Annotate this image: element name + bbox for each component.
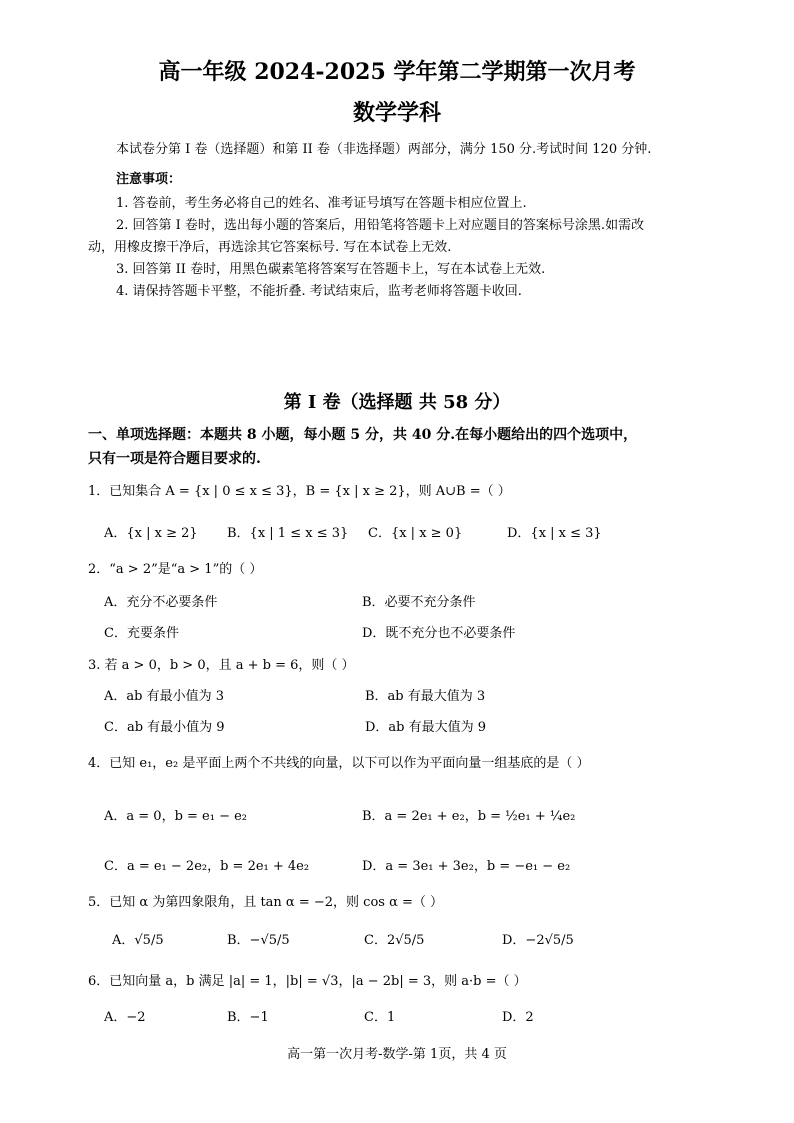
question-5-stem: 5．已知 α 为第四象限角，且 tan α = −2，则 cos α =（ ） xyxy=(88,895,444,910)
question-5-option-a: A．√5/5 xyxy=(112,933,164,948)
question-1-option-d: D．{x | x ≤ 3} xyxy=(507,526,602,541)
notice-item-2: 2. 回答第 I 卷时，选出每小题的答案后，用铅笔将答题卡上对应题目的答案标号涂黑.如需改 xyxy=(116,218,645,233)
question-4-option-d: D．a = 3e₁ + 3e₂，b = −e₁ − e₂ xyxy=(362,859,571,874)
page-footer: 高一第一次月考-数学-第 1页，共 4 页 xyxy=(287,1047,507,1062)
question-6-stem: 6．已知向量 a，b 满足 |a| = 1，|b| = √3，|a − 2b| = 3，则 a·b =（ ） xyxy=(88,974,527,989)
question-6-option-b: B．−1 xyxy=(227,1010,269,1025)
question-3-option-b: B．ab 有最大值为 3 xyxy=(365,689,486,704)
question-3-option-a: A．ab 有最小值为 3 xyxy=(104,689,224,704)
question-1-option-b: B．{x | 1 ≤ x ≤ 3} xyxy=(227,526,349,541)
section-title: 第 I 卷（选择题 共 58 分） xyxy=(283,392,511,413)
question-2-option-a: A．充分不必要条件 xyxy=(104,595,218,610)
notice-item-3: 3. 回答第 II 卷时，用黑色碳素笔将答案写在答题卡上，写在本试卷上无效. xyxy=(116,262,546,277)
question-2-option-d: D．既不充分也不必要条件 xyxy=(362,626,516,641)
notice-item-1: 1. 答卷前，考生务必将自己的姓名、准考证号填写在答题卡相应位置上. xyxy=(116,196,527,211)
question-4-stem: 4．已知 e₁，e₂ 是平面上两个不共线的向量，以下可以作为平面向量一组基底的是（ ） xyxy=(88,756,590,771)
question-1-option-c: C．{x | x ≥ 0} xyxy=(368,526,463,541)
subject-title: 数学学科 xyxy=(352,100,441,126)
question-2-option-b: B．必要不充分条件 xyxy=(362,595,476,610)
exam-intro: 本试卷分第 I 卷（选择题）和第 II 卷（非选择题）两部分，满分 150 分.考试时间 120 分钟. xyxy=(116,142,652,157)
question-2-option-c: C．充要条件 xyxy=(104,626,179,641)
question-4-option-b: B．a = 2e₁ + e₂，b = ½e₁ + ¼e₂ xyxy=(362,809,576,824)
question-6-option-c: C．1 xyxy=(364,1010,396,1025)
notice-heading: 注意事项： xyxy=(116,172,182,187)
exam-title: 高一年级 2024-2025 学年第二学期第一次月考 xyxy=(158,59,636,85)
section-instruction-1: 一、单项选择题：本题共 8 小题，每小题 5 分，共 40 分.在每小题给出的四个选项中， xyxy=(88,427,638,443)
notice-item-2-cont: 动，用橡皮擦干净后，再选涂其它答案标号. 写在本试卷上无效. xyxy=(88,240,452,255)
question-2-stem: 2．“a > 2”是“a > 1”的（ ） xyxy=(88,562,263,577)
question-6-option-a: A．−2 xyxy=(104,1010,146,1025)
question-3-stem: 3. 若 a > 0，b > 0，且 a + b = 6，则（ ） xyxy=(88,658,355,673)
question-1-option-a: A．{x | x ≥ 2} xyxy=(104,526,198,541)
question-5-option-d: D．−2√5/5 xyxy=(502,933,574,948)
question-5-option-b: B．−√5/5 xyxy=(227,933,290,948)
question-3-option-c: C．ab 有最小值为 9 xyxy=(104,720,225,735)
notice-item-4: 4. 请保持答题卡平整，不能折叠. 考试结束后，监考老师将答题卡收回. xyxy=(116,284,522,299)
question-3-option-d: D．ab 有最大值为 9 xyxy=(365,720,487,735)
question-4-option-c: C．a = e₁ − 2e₂，b = 2e₁ + 4e₂ xyxy=(104,859,310,874)
question-5-option-c: C．2√5/5 xyxy=(364,933,425,948)
section-instruction-2: 只有一项是符合题目要求的. xyxy=(88,451,261,467)
question-4-option-a: A．a = 0，b = e₁ − e₂ xyxy=(104,809,248,824)
question-6-option-d: D．2 xyxy=(502,1010,534,1025)
question-1-stem: 1．已知集合 A = {x | 0 ≤ x ≤ 3}，B = {x | x ≥ 2}，则 A∪B =（ ） xyxy=(88,484,511,499)
